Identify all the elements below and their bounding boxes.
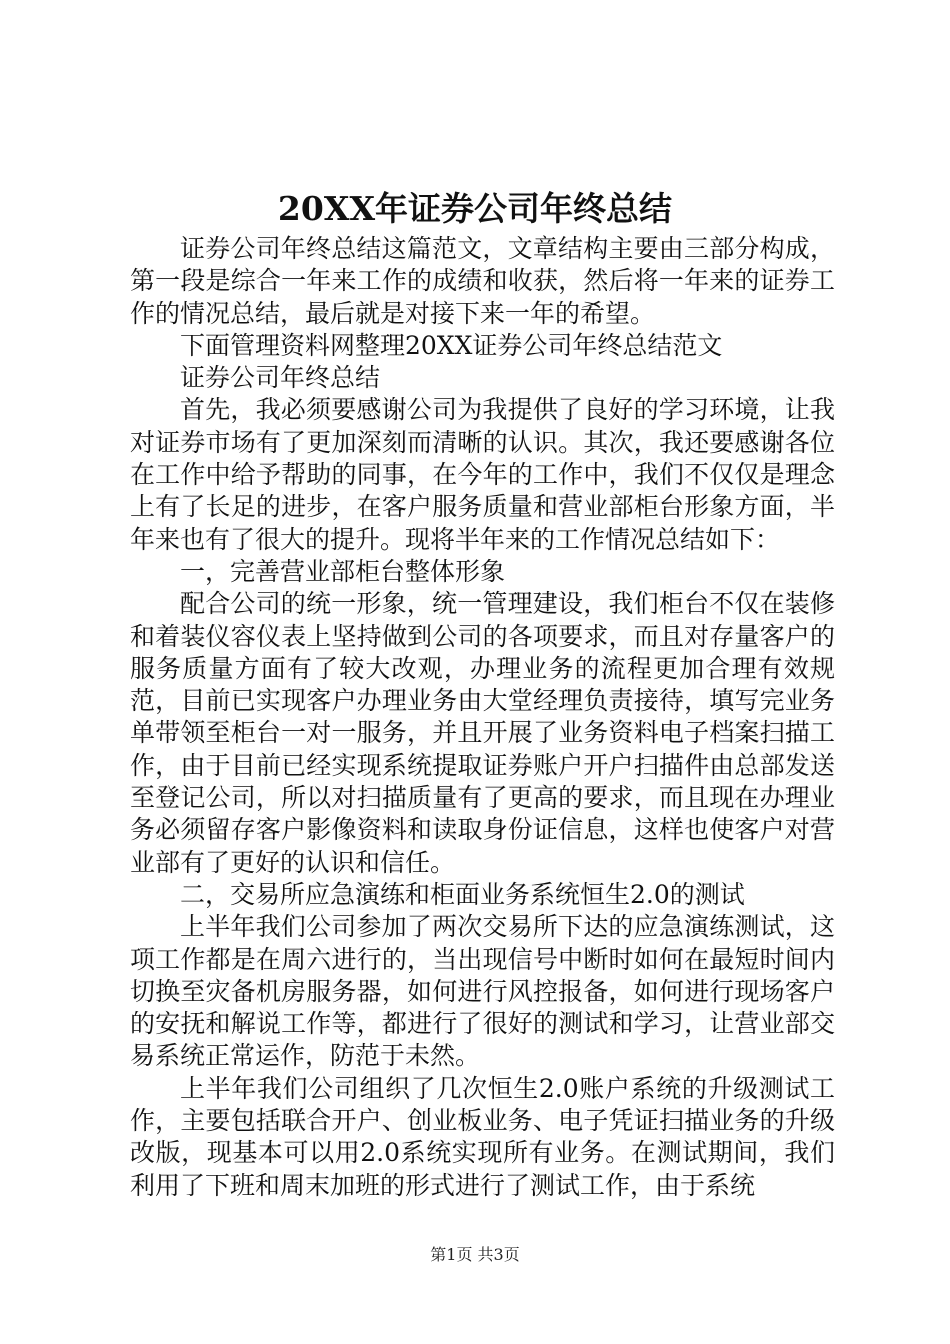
paragraph-section-1: 配合公司的统一形象，统一管理建设，我们柜台不仅在装修和着装仪容仪表上坚持做到公司的各项要求，而且对存量客户的服务质量方面有了较大改观，办理业务的流程更加合理有效规范，目前已实现客户办理业务由大堂经理负责接待，填写完业务单带领至柜台一对一服务，并且开展了业务资料电子档案扫描工作，由于目前已经实现系统提取证券账户开户扫描件由总部发送至登记公司，所以对扫描质量有了更高的要求，而且现在办理业务必须留存客户影像资料和读取身份证信息，这样也使客户对营业部有了更好的认识和信任。 xyxy=(130,589,835,877)
paragraph-intro: 证券公司年终总结这篇范文，文章结构主要由三部分构成，第一段是综合一年来工作的成绩和收获，然后将一年来的证券工作的情况总结，最后就是对接下来一年的希望。 xyxy=(130,234,835,328)
section-heading-2: 二，交易所应急演练和柜面业务系统恒生2.0的测试 xyxy=(180,879,745,909)
document-body xyxy=(130,233,835,1202)
paragraph-subtitle: 证券公司年终总结 xyxy=(180,363,381,393)
section-heading-1: 一，完善营业部柜台整体形象 xyxy=(180,556,506,586)
page-number: 第1页 共3页 xyxy=(430,1245,520,1264)
paragraph-upgrade: 上半年我们公司组织了几次恒生2.0账户系统的升级测试工作，主要包括联合开户、创业板业务、电子凭证扫描业务的升级改版，现基本可以用2.0系统实现所有业务。在测试期间，我们利用了下班和周末加班的形式进行了测试工作，由于系统 xyxy=(130,1073,835,1200)
paragraph-drill: 上半年我们公司参加了两次交易所下达的应急演练测试，这项工作都是在周六进行的，当出现信号中断时如何在最短时间内切换至灾备机房服务器，如何进行风控报备，如何进行现场客户的安抚和解说工作等，都进行了很好的测试和学习，让营业部交易系统正常运作，防范于未然。 xyxy=(130,912,835,1071)
paragraph-source: 下面管理资料网整理20XX证券公司年终总结范文 xyxy=(180,330,723,360)
paragraph-thanks: 首先，我必须要感谢公司为我提供了良好的学习环境，让我对证券市场有了更加深刻而清晰的认识。其次，我还要感谢各位在工作中给予帮助的同事，在今年的工作中，我们不仅仅是理念上有了长足的进步，在客户服务质量和营业部柜台形象方面，半年来也有了很大的提升。现将半年来的工作情况总结如下： xyxy=(130,395,835,554)
document-title: 20XX年证券公司年终总结 xyxy=(277,189,673,228)
